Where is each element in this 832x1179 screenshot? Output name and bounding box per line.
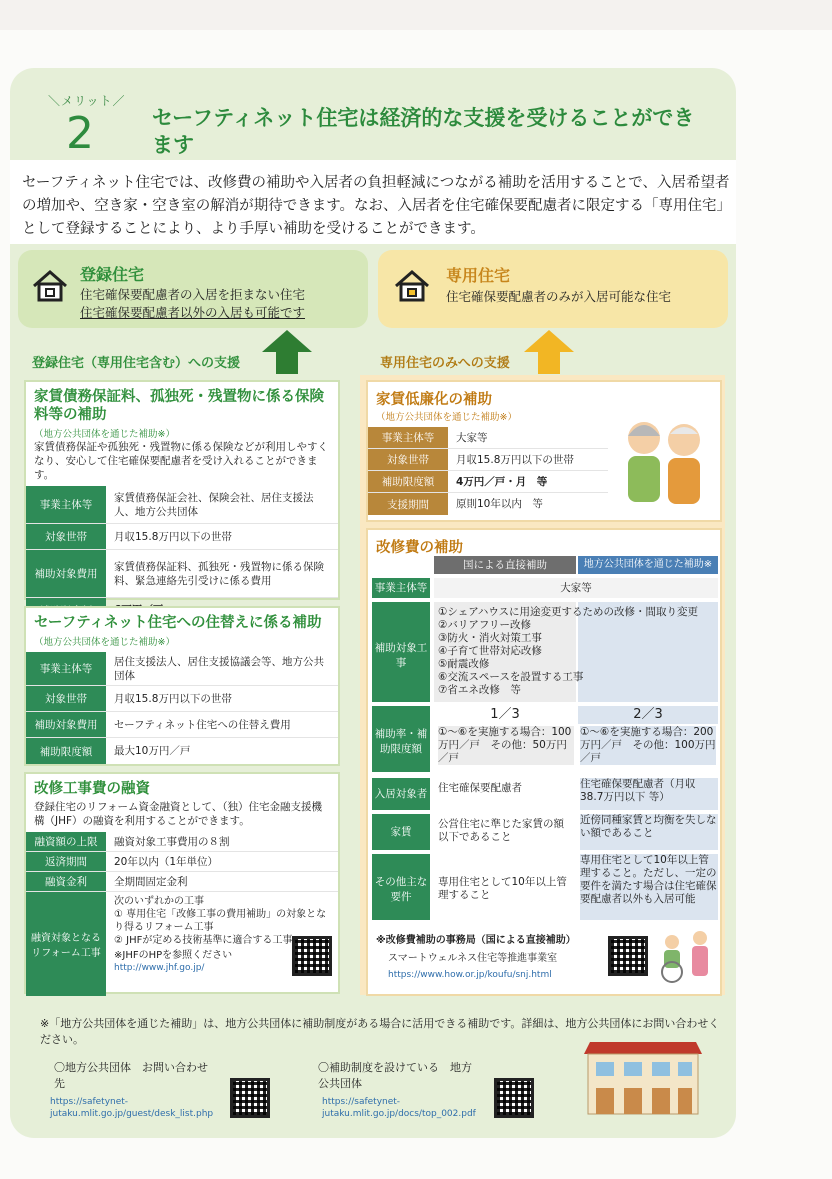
row-value: 4万円／戸・月 等 [456,475,548,488]
row-label: 事業主体等 [26,486,106,523]
row-value: 最大10万円／戸 [114,745,191,757]
dedicated-line1: 住宅確保要配慮者のみが入居可能な住宅 [446,289,672,304]
target-item: ① 専用住宅「改修工事の費用補助」の対象となり得るリフォーム工事 [114,909,327,933]
other-local: 専用住宅として10年以上管理すること。ただし、一定の要件を満たす場合は住宅確保要配慮者以外も入居可能 [580,854,718,920]
table-row [26,872,338,892]
office-name: スマートウェルネス住宅等推進事業室 [388,953,558,964]
row-label: 補助対象工事 [372,602,430,702]
page-title: セーフティネット住宅は経済的な支援を受けることができます [152,106,695,157]
row-value: 月収15.8万円以下の世帯 [114,692,232,705]
table-row [368,493,608,515]
row-value: 居住支援法人、居住支援協議会等、地方公共団体 [114,655,324,682]
target-item: ② JHFが定める技術基準に適合する工事 [114,935,293,946]
panel-subtitle: （地方公共団体を通じた補助※） [34,637,175,648]
qr-code-icon [494,1078,534,1118]
panel-desc: 家賃債務保証や孤独死・残置物に係る保険などが利用しやすくなり、安心して住宅確保要配慮者を受け入れることができます。 [34,441,328,481]
row-label: 返済期間 [26,852,106,871]
house-icon [392,266,432,306]
contact1-title: 〇地方公共団体 お問い合わせ先 [54,1061,208,1090]
qr-code-icon [292,936,332,976]
column-header-national: 国による直接補助 [434,556,576,574]
panel-title: 改修工事費の融資 [34,781,150,797]
limit-national: ①～⑥を実施する場合：100万円／戸 その他：50万円／戸 [438,726,574,765]
table-row [26,524,338,550]
row-label: 対象世帯 [368,449,448,470]
row-label: 補助対象費用 [26,550,106,597]
rent-national: 公営住宅に準じた家賃の額以下であること [438,818,564,843]
renovation-table [372,556,718,984]
table-row [26,486,338,524]
contact2-title: 〇補助制度を設けている 地方公共団体 [318,1061,472,1090]
contact1-link[interactable]: https://safetynet-jutaku.mlit.go.jp/guest/desk_list.php [50,1097,214,1119]
rent-subsidy-panel [366,380,722,522]
works-list [438,606,718,697]
rate-national: 1／3 [490,707,520,722]
row-value: 大家等 [434,578,718,598]
row-label: 家賃 [372,814,430,850]
row-value: 月収15.8万円以下の世帯 [456,453,574,466]
row-value: 月収15.8万円以下の世帯 [114,530,232,543]
row-label: 融資額の上限 [26,832,106,851]
row-label: 入居対象者 [372,778,430,810]
row-value: 原則10年以内 等 [456,498,543,510]
up-arrow-icon [262,330,312,374]
row-value: 20年以内（1年単位） [114,855,219,868]
row-value: セーフティネット住宅への住替え費用 [114,718,291,731]
table-row [26,712,338,738]
row-value: 大家等 [456,431,488,444]
table-row [26,550,338,598]
column-header-local: 地方公共団体を通じた補助※ [578,556,718,574]
registered-title: 登録住宅 [80,265,145,284]
up-arrow-icon [524,330,574,374]
panel-desc: 登録住宅のリフォーム資金融資として、（独）住宅金融支援機構（JHF）の融資を利用することができます。 [34,801,323,827]
table-row [26,852,338,872]
list-item: ②バリアフリー改修 [438,619,531,631]
rate-local: 2／3 [578,706,718,724]
table-row [26,652,338,686]
row-value: 家賃債務保証会社、保険会社、居住支援法人、地方公共団体 [114,491,314,518]
elderly-couple-illustration [616,408,712,508]
row-label: 対象世帯 [26,686,106,711]
table-row [26,686,338,712]
table-row [26,892,338,996]
qr-code-icon [230,1078,270,1118]
jhf-note: ※JHFのHPを参照ください [114,950,233,961]
row-label: 補助対象費用 [26,712,106,737]
guarantee-subsidy-panel [24,380,340,600]
intro-text: セーフティネット住宅では、改修費の補助や入居者の負担軽減につながる補助を活用することで、入居希望者の増加や、空き家・空き室の解消が期待できます。なお、入居者を住宅確保要配慮者に限定する「専用住宅」として登録することにより、より手厚い補助を受けることができます。 [22,175,732,237]
row-label: 補助限度額 [368,471,448,492]
row-label: その他主な要件 [372,854,430,920]
office-link[interactable]: https://www.how.or.jp/koufu/snj.html [388,970,552,980]
contact2-link[interactable]: https://safetynet-jutaku.mlit.go.jp/docs/top_002.pdf [322,1097,476,1119]
tenant-local: 住宅確保要配慮者（月収38.7万円以下 等） [580,778,718,810]
panel-subtitle: （地方公共団体を通じた補助※） [34,429,175,440]
qr-code-icon [608,936,648,976]
panel-title: 改修費の補助 [376,540,463,556]
panel-title: セーフティネット住宅への住替えに係る補助 [34,615,322,631]
table-row [368,427,608,449]
row-label: 事業主体等 [26,652,106,685]
registered-support-heading: 登録住宅（専用住宅含む）への支援 [32,356,241,371]
merit-number: 2 [66,108,94,159]
relocation-subsidy-panel [24,606,340,766]
table-row [26,738,338,764]
row-label: 事業主体等 [372,578,430,598]
row-label: 対象世帯 [26,524,106,549]
table-row [368,449,608,471]
table-row [368,471,608,493]
wheelchair-family-illustration [654,928,716,984]
house-icon [30,266,70,306]
row-label: 支援期間 [368,493,448,515]
row-value: 家賃債務保証料、孤独死・残置物に係る保険料、緊急連絡先引受けに係る費用 [114,560,324,587]
row-label: 補助限度額 [26,738,106,764]
list-item: ①シェアハウスに用途変更するための改修・間取り変更 [438,606,699,618]
row-value: 全期間固定金利 [114,875,188,888]
target-intro: 次のいずれかの工事 [114,896,204,907]
row-label: 補助率・補助限度額 [372,706,430,772]
panel-title: 家賃低廉化の補助 [376,392,492,408]
row-value: 融資対象工事費用の８割 [114,835,230,848]
footer-note: ※「地方公共団体を通じた補助」は、地方公共団体に補助制度がある場合に活用できる補助です。詳細は、地方公共団体にお問い合わせください。 [40,1017,720,1046]
merit-label: ＼メリット／ [48,94,126,108]
registered-line1: 住宅確保要配慮者の入居を拒まない住宅 [80,287,306,302]
loan-panel [24,772,340,994]
list-item: ⑥交流スペースを設置する工事 [438,671,584,683]
dedicated-support-heading: 専用住宅のみへの支援 [380,356,510,371]
row-label: 事業主体等 [368,427,448,448]
list-item: ⑤耐震改修 [438,658,490,670]
rent-local: 近傍同種家賃と均衡を失しない額であること [580,814,718,850]
row-label: 融資金利 [26,872,106,891]
panel-title: 家賃債務保証料、孤独死・残置物に係る保険料等の補助 [34,389,324,423]
row-label: 融資対象となるリフォーム工事 [26,892,106,996]
registered-line2: 住宅確保要配慮者以外の入居も可能です [80,305,306,320]
dedicated-title: 専用住宅 [446,266,511,285]
apartment-building-illustration [580,1040,706,1116]
tenant-national: 住宅確保要配慮者 [438,782,522,794]
office-title: ※改修費補助の事務局（国による直接補助） [376,935,576,946]
other-national: 専用住宅として10年以上管理すること [438,876,567,901]
jhf-link[interactable]: http://www.jhf.go.jp/ [114,963,205,973]
table-row [26,832,338,852]
panel-subtitle: （地方公共団体を通じた補助※） [376,412,517,423]
list-item: ④子育て世帯対応改修 [438,645,542,657]
list-item: ③防火・消火対策工事 [438,632,542,644]
list-item: ⑦省エネ改修 等 [438,684,521,696]
limit-local: ①～⑥を実施する場合：200万円／戸 その他：100万円／戸 [580,726,716,764]
